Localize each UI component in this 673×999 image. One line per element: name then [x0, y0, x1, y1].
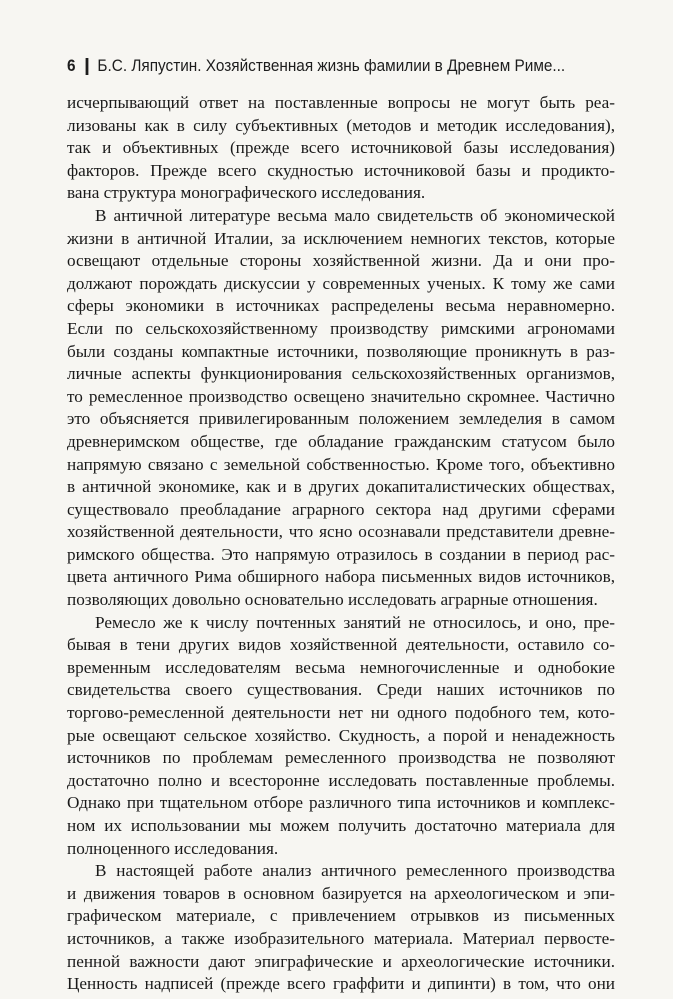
text-line: позволяющих довольно основательно исследовать аграрные отношения. — [67, 590, 598, 610]
text-line: исчерпывающий ответ на поставленные вопросы не могут быть реа- — [67, 93, 615, 112]
text-line: древнеримском обществе, где обладание гражданским статусом было — [67, 431, 615, 451]
text-line: были созданы компактные источники, позволяющие проникнуть в раз- — [67, 341, 615, 361]
text-line: цвета античного Рима обширного набора письменных видов источников, — [67, 567, 615, 587]
text-line: торгово-ремесленной деятельности нет ни одного подобного тем, кото- — [67, 703, 615, 723]
text-line: пенной важности дают эпиграфические и археологические источники. — [67, 951, 615, 971]
text-line: и движения товаров в основном базируется на археологическом и эпи- — [67, 883, 615, 903]
header-separator — [86, 58, 88, 75]
text-line: римского общества. Это напрямую отразилось в создании в период рас- — [67, 544, 615, 564]
text-line: вана структура монографического исследования. — [67, 183, 426, 203]
text-line: должают порождать дискуссии у современных ученых. К тому же сами — [67, 273, 615, 293]
paragraph — [67, 860, 615, 996]
text-line: напрямую связано с земельной собственностью. Кроме того, объективно — [67, 454, 615, 474]
text-line: временным исследователям весьма немногочисленные и однобокие — [67, 657, 615, 677]
text-line: В настоящей работе анализ античного ремесленного производства — [95, 861, 615, 881]
text-line: источников по проблемам ремесленного производства не позволяют — [67, 748, 615, 768]
text-line: существовало преобладание аграрного сектора над другими сферами — [67, 499, 615, 519]
text-line: лизованы как в силу субъективных (методов и методик исследования), — [67, 115, 615, 135]
paragraph — [67, 612, 615, 861]
text-line: освещают отдельные стороны хозяйственной жизни. Да и они про- — [67, 251, 615, 271]
text-line: Однако при тщательном отборе различного типа источников и комплекс- — [67, 793, 615, 813]
text-line: Ремесло же к числу почтенных занятий не относилось, и оно, пре- — [95, 612, 615, 632]
text-line: личные аспекты функционирования сельскохозяйственных организмов, — [67, 364, 615, 384]
text-line: хозяйственной деятельности, что ясно осознавали представители древне- — [67, 522, 615, 542]
text-line: то ремесленное производство освещено значительно скромнее. Частично — [67, 386, 615, 406]
text-line: свидетельства своего существования. Среди наших источников по — [67, 680, 615, 700]
text-line: сферы экономики в источниках распределены весьма неравномерно. — [67, 296, 615, 316]
running-head-title: Б.С. Ляпустин. Хозяйственная жизнь фамилии в Древнем Риме... — [97, 56, 566, 75]
text-line: жизни в античной Италии, за исключением немногих текстов, которые — [67, 228, 615, 248]
text-line: источников, а также изобразительного материала. Материал первосте- — [67, 928, 615, 948]
running-head — [67, 54, 588, 78]
text-line: В античной литературе весьма мало свидетельств об экономической — [95, 205, 615, 225]
text-line: Ценность надписей (прежде всего граффити и дипинти) в том, что они — [67, 974, 615, 994]
text-line: в античной экономике, как и в других докапиталистических обществах, — [67, 477, 615, 497]
paragraph — [67, 92, 615, 205]
text-line: бывая в тени других видов хозяйственной деятельности, оставило со- — [67, 635, 615, 655]
text-line: полноценного исследования. — [67, 838, 279, 858]
text-line: факторов. Прежде всего скудностью источниковой базы и продикто- — [67, 160, 615, 180]
text-line: ном их использовании мы можем получить достаточно материала для — [67, 816, 615, 835]
paragraph — [67, 205, 615, 612]
text-line: достаточно полно и всесторонне исследовать поставленные проблемы. — [67, 770, 615, 790]
text-line: рые освещают сельское хозяйство. Скудность, а порой и ненадежность — [67, 725, 615, 745]
text-line: Если по сельскохозяйственному производству римскими агрономами — [67, 318, 615, 338]
body-text — [67, 92, 615, 996]
text-line: так и объективных (прежде всего источниковой базы исследования) — [67, 138, 615, 158]
page-number: 6 — [67, 56, 76, 75]
text-line: графическом материале, с привлечением отрывков из письменных — [67, 906, 615, 926]
text-line: это объясняется привилегированным положением земледелия в самом — [67, 409, 615, 429]
